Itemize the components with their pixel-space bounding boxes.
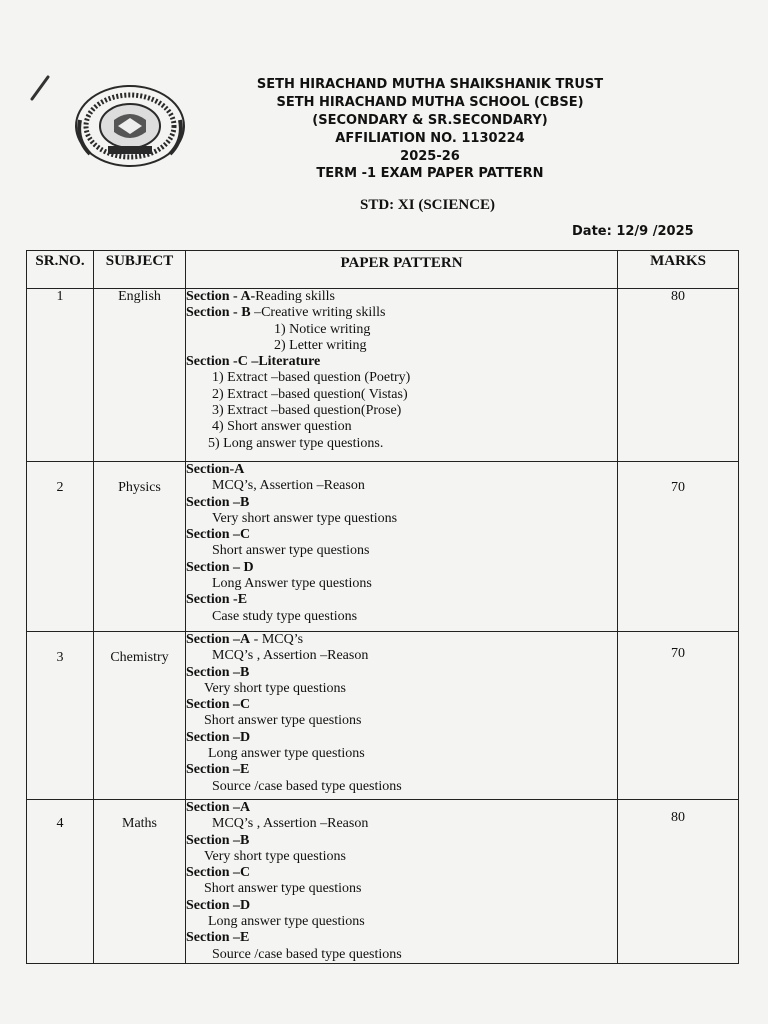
pattern-text: Very short answer type questions [212, 510, 398, 526]
pattern-text: Long Answer type questions [212, 576, 372, 592]
pattern-text: Very short type questions [204, 848, 346, 864]
section-label: Section –D [186, 729, 251, 745]
section-label: Section –C [186, 865, 251, 881]
pattern-text: MCQ’s, Assertion –Reason [212, 478, 365, 494]
pattern-text: Case study type questions [212, 608, 358, 624]
section-label: Section –C [186, 527, 251, 543]
row-marks: 70 [618, 462, 739, 632]
row-subject: Chemistry [94, 632, 186, 800]
school-level: (SECONDARY & SR.SECONDARY) [312, 113, 548, 128]
pattern-text: 1) Notice writing [274, 321, 371, 337]
table-row [27, 289, 739, 462]
section-label: Section -C –Literature [186, 354, 321, 370]
col-header-subject: SUBJECT [94, 251, 186, 289]
row-pattern [186, 289, 618, 462]
row-srno: 4 [27, 800, 94, 964]
section-label: Section –C [186, 697, 251, 713]
standard-label: STD: XI (SCIENCE) [360, 197, 496, 213]
row-srno: 2 [27, 462, 94, 632]
section-label: Section –B [186, 664, 250, 680]
section-label: Section – D [186, 559, 254, 575]
pattern-text: 2) Letter writing [274, 337, 367, 353]
table-row [27, 800, 739, 964]
col-header-paper-pattern: PAPER PATTERN [186, 251, 618, 289]
col-header-srno: SR.NO. [27, 251, 94, 289]
row-srno: 3 [27, 632, 94, 800]
row-subject: English [94, 289, 186, 462]
pen-mark-icon [28, 74, 52, 102]
pattern-text: Source /case based type questions [212, 778, 402, 794]
pattern-text: 2) Extract –based question( Vistas) [212, 386, 408, 402]
pattern-text: MCQ’s , Assertion –Reason [212, 648, 369, 664]
row-srno: 1 [27, 289, 94, 462]
school-name: SETH HIRACHAND MUTHA SCHOOL (CBSE) [276, 95, 584, 110]
exam-title: TERM -1 EXAM PAPER PATTERN [316, 166, 544, 181]
section-label: Section –E [186, 930, 250, 946]
row-subject: Physics [94, 462, 186, 632]
table-row [27, 462, 739, 632]
date-label: Date: 12/9 /2025 [572, 224, 694, 239]
section-label: Section –A [186, 632, 251, 647]
row-marks: 70 [618, 632, 739, 800]
row-pattern [186, 632, 618, 800]
section-label: Section-A [186, 462, 245, 477]
pattern-text: Short answer type questions [204, 881, 362, 897]
pattern-text: Short answer type questions [204, 713, 362, 729]
row-marks: 80 [618, 289, 739, 462]
academic-year: 2025-26 [400, 149, 460, 164]
pattern-text: Long answer type questions [208, 746, 365, 762]
paper-pattern-table [26, 250, 739, 964]
section-label: Section –B [186, 494, 250, 510]
pattern-text: Long answer type questions [208, 914, 365, 930]
pattern-text: 1) Extract –based question (Poetry) [212, 370, 411, 386]
affiliation-number: AFFILIATION NO. 1130224 [335, 131, 525, 146]
section-label: Section –B [186, 832, 250, 848]
table-row [27, 632, 739, 800]
pattern-text: –Creative writing skills [250, 305, 386, 321]
section-label: Section –A [186, 800, 251, 815]
section-label: Section - A- [186, 289, 256, 304]
pattern-text: MCQ’s , Assertion –Reason [212, 816, 369, 832]
trust-name: SETH HIRACHAND MUTHA SHAIKSHANIK TRUST [256, 77, 604, 92]
row-marks: 80 [618, 800, 739, 964]
row-pattern [186, 800, 618, 964]
pattern-text: Reading skills [255, 289, 335, 304]
row-pattern [186, 462, 618, 632]
section-label: Section -E [186, 592, 248, 608]
pattern-text: 4) Short answer question [212, 419, 352, 435]
pattern-text: 5) Long answer type questions. [208, 435, 384, 451]
section-label: Section –D [186, 897, 251, 913]
section-label: Section –E [186, 762, 250, 778]
row-subject: Maths [94, 800, 186, 964]
school-emblem-icon [70, 80, 190, 170]
pattern-text: Source /case based type questions [212, 946, 402, 962]
section-label: Section - B [186, 305, 251, 321]
pattern-text: Short answer type questions [212, 543, 370, 559]
pattern-text: - MCQ’s [250, 632, 304, 647]
pattern-text: 3) Extract –based question(Prose) [212, 403, 402, 419]
table-header-row [27, 251, 739, 289]
col-header-marks: MARKS [618, 251, 739, 289]
pattern-text: Very short type questions [204, 680, 346, 696]
